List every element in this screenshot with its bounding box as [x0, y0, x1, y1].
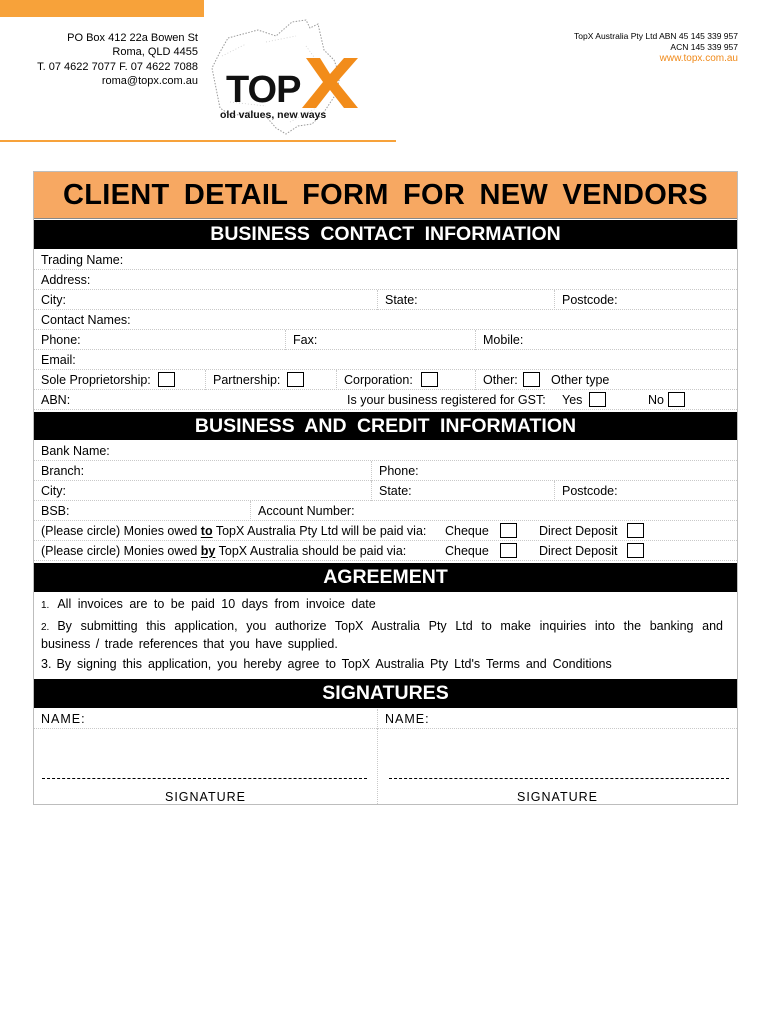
signer-2-signature-area[interactable]	[377, 728, 737, 804]
header-divider	[0, 140, 396, 142]
agreement-item-3: 3. By signing this application, you hereby agree to TopX Australia Pty Ltd's Terms and Conditions	[41, 657, 612, 671]
contact-names-label: Contact Names:	[41, 313, 131, 327]
direct-deposit-label: Direct Deposit	[539, 524, 618, 538]
mobile-label[interactable]: Mobile:	[475, 330, 737, 350]
corporation-checkbox[interactable]	[421, 372, 438, 387]
monies-owed-by-row	[34, 541, 737, 561]
section-heading-signatures: SIGNATURES	[34, 679, 737, 708]
email-row[interactable]	[34, 350, 737, 370]
svg-text:TOP: TOP	[226, 69, 301, 111]
svg-text:old values, new ways: old values, new ways	[220, 109, 327, 121]
fax-label[interactable]: Fax:	[285, 330, 475, 350]
sole-proprietorship-label: Sole Proprietorship:	[41, 373, 151, 387]
client-detail-form	[33, 171, 738, 805]
abn-gst-row	[34, 390, 737, 410]
gst-yes-checkbox[interactable]	[589, 392, 606, 407]
business-type-row	[34, 370, 737, 390]
signer-2-name-label[interactable]: NAME:	[377, 709, 737, 729]
signature-label: SIGNATURE	[517, 790, 598, 804]
section-heading-business-credit: BUSINESS AND CREDIT INFORMATION	[34, 412, 737, 440]
signature-line	[42, 778, 367, 779]
contact-names-row[interactable]	[34, 310, 737, 330]
cheque-label: Cheque	[445, 524, 489, 538]
abn-line: TopX Australia Pty Ltd ABN 45 145 339 957	[574, 31, 738, 41]
postcode-label[interactable]: Postcode:	[554, 290, 737, 310]
email-line: roma@topx.com.au	[101, 74, 198, 87]
direct-deposit-checkbox-by[interactable]	[627, 543, 644, 558]
other-label: Other:	[475, 370, 529, 390]
partnership-label: Partnership:	[205, 370, 336, 390]
signature-label: SIGNATURE	[165, 790, 246, 804]
direct-deposit-checkbox-to[interactable]	[627, 523, 644, 538]
state-label[interactable]: State:	[377, 290, 554, 310]
direct-deposit-label: Direct Deposit	[539, 544, 618, 558]
phone-fax-line: T. 07 4622 7077 F. 07 4622 7088	[37, 60, 198, 73]
bank-state-label[interactable]: State:	[371, 481, 554, 501]
gst-no-label: No	[648, 393, 664, 407]
agreement-item-2: 2. By submitting this application, you authorize TopX Australia Pty Ltd to make inquiries into the banking and business / trade references that you have supplied.	[41, 619, 723, 651]
other-type-field[interactable]: Other type	[551, 373, 610, 387]
bsb-label[interactable]: BSB:	[41, 504, 70, 518]
signer-1-name-label[interactable]: NAME:	[41, 712, 86, 726]
monies-owed-by-text: (Please circle) Monies owed by TopX Australia should be paid via:	[41, 544, 407, 558]
phone-label[interactable]: Phone:	[41, 333, 81, 347]
gst-question: Is your business registered for GST:	[347, 393, 546, 407]
gst-no-checkbox[interactable]	[668, 392, 685, 407]
partnership-checkbox[interactable]	[287, 372, 304, 387]
bank-city-state-postcode-row	[34, 481, 737, 501]
bsb-account-row	[34, 501, 737, 521]
acn-line: ACN 145 339 957	[670, 42, 738, 52]
signer-1-signature-area[interactable]	[34, 728, 377, 804]
other-checkbox[interactable]	[523, 372, 540, 387]
sole-proprietorship-checkbox[interactable]	[158, 372, 175, 387]
bank-name-label: Bank Name:	[41, 444, 110, 458]
bank-name-row[interactable]	[34, 441, 737, 461]
bank-phone-label[interactable]: Phone:	[371, 461, 737, 481]
address-line: PO Box 412 22a Bowen St	[67, 32, 198, 44]
company-registration	[430, 31, 738, 64]
phone-fax-mobile-row	[34, 330, 737, 350]
city-state-postcode-row	[34, 290, 737, 310]
branch-label[interactable]: Branch:	[41, 464, 85, 478]
monies-owed-to-row	[34, 521, 737, 541]
company-address	[30, 31, 198, 88]
section-heading-agreement: AGREEMENT	[34, 563, 737, 592]
bank-city-label[interactable]: City:	[41, 484, 66, 498]
gst-yes-label: Yes	[562, 393, 583, 407]
email-label: Email:	[41, 353, 76, 367]
cheque-checkbox-to[interactable]	[500, 523, 517, 538]
bank-postcode-label[interactable]: Postcode:	[554, 481, 737, 501]
cheque-label: Cheque	[445, 544, 489, 558]
branch-phone-row	[34, 461, 737, 481]
top-accent-bar	[0, 0, 204, 17]
trading-name-row[interactable]	[34, 250, 737, 270]
address-label: Address:	[41, 273, 91, 287]
corporation-label: Corporation:	[336, 370, 475, 390]
trading-name-label: Trading Name:	[41, 253, 124, 267]
section-heading-business-contact: BUSINESS CONTACT INFORMATION	[34, 220, 737, 249]
monies-owed-to-text: (Please circle) Monies owed to TopX Australia Pty Ltd will be paid via:	[41, 524, 427, 538]
signature-line	[389, 778, 729, 779]
website-link[interactable]: www.topx.com.au	[659, 53, 738, 64]
agreement-item-1: 1. All invoices are to be paid 10 days from invoice date	[41, 597, 376, 611]
cheque-checkbox-by[interactable]	[500, 543, 517, 558]
city-label[interactable]: City:	[41, 293, 66, 307]
topx-logo	[206, 16, 366, 138]
abn-label[interactable]: ABN:	[41, 393, 71, 407]
account-number-label[interactable]: Account Number:	[250, 501, 737, 521]
form-title: CLIENT DETAIL FORM FOR NEW VENDORS	[34, 172, 737, 219]
signature-name-row	[34, 709, 737, 729]
address-line: Roma, QLD 4455	[112, 46, 198, 59]
address-row[interactable]	[34, 270, 737, 290]
